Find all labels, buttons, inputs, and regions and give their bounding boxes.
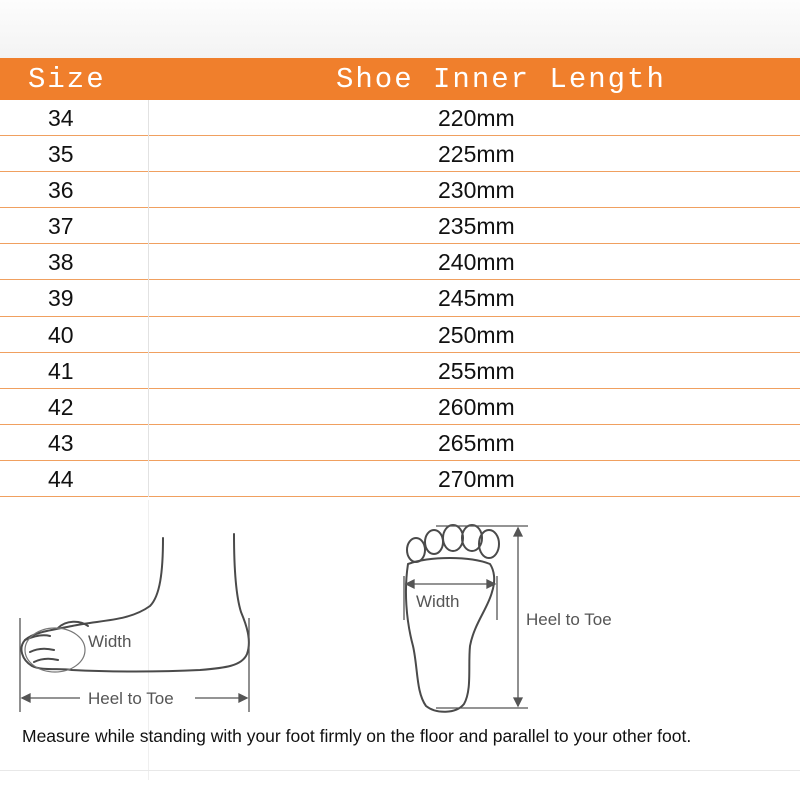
row-size: 35 (48, 141, 74, 168)
header-size: Size (28, 63, 106, 96)
row-size: 38 (48, 249, 74, 276)
row-length: 235mm (438, 213, 515, 240)
row-size: 43 (48, 429, 74, 456)
table-row (0, 208, 800, 244)
row-length: 260mm (438, 393, 515, 420)
header-length: Shoe Inner Length (336, 63, 666, 96)
row-length: 250mm (438, 321, 515, 348)
row-length: 225mm (438, 141, 515, 168)
row-size: 40 (48, 321, 74, 348)
side-width-label: Width (88, 632, 132, 651)
sole-length-label: Heel to Toe (526, 610, 612, 629)
table-row (0, 461, 800, 497)
row-size: 41 (48, 357, 74, 384)
table-row (0, 353, 800, 389)
row-length: 220mm (438, 105, 515, 131)
table-row (0, 317, 800, 353)
table-row (0, 244, 800, 280)
row-length: 245mm (438, 285, 515, 312)
measure-instruction: Measure while standing with your foot firmly on the floor and parallel to your other foot. (22, 726, 692, 746)
measurement-illustration (0, 500, 800, 740)
row-size: 42 (48, 393, 74, 420)
table-row (0, 172, 800, 208)
table-row (0, 280, 800, 316)
table-row (0, 425, 800, 461)
bottom-divider (0, 770, 800, 771)
row-length: 230mm (438, 177, 515, 204)
side-foot-icon (21, 534, 248, 672)
table-header (0, 58, 800, 100)
column-divider (148, 100, 149, 497)
top-strip (0, 0, 800, 58)
row-size: 39 (48, 285, 74, 312)
side-length-label: Heel to Toe (88, 689, 174, 708)
row-size: 34 (48, 105, 74, 131)
row-length: 265mm (438, 429, 515, 456)
row-length: 270mm (438, 465, 515, 492)
table-row (0, 100, 800, 136)
sole-width-label: Width (416, 592, 460, 611)
table-row (0, 389, 800, 425)
sole-foot-icon (406, 525, 499, 712)
row-size: 37 (48, 213, 74, 240)
row-size: 36 (48, 177, 74, 204)
row-size: 44 (48, 465, 74, 492)
size-table (0, 100, 800, 497)
row-length: 240mm (438, 249, 515, 276)
table-row (0, 136, 800, 172)
row-length: 255mm (438, 357, 515, 384)
